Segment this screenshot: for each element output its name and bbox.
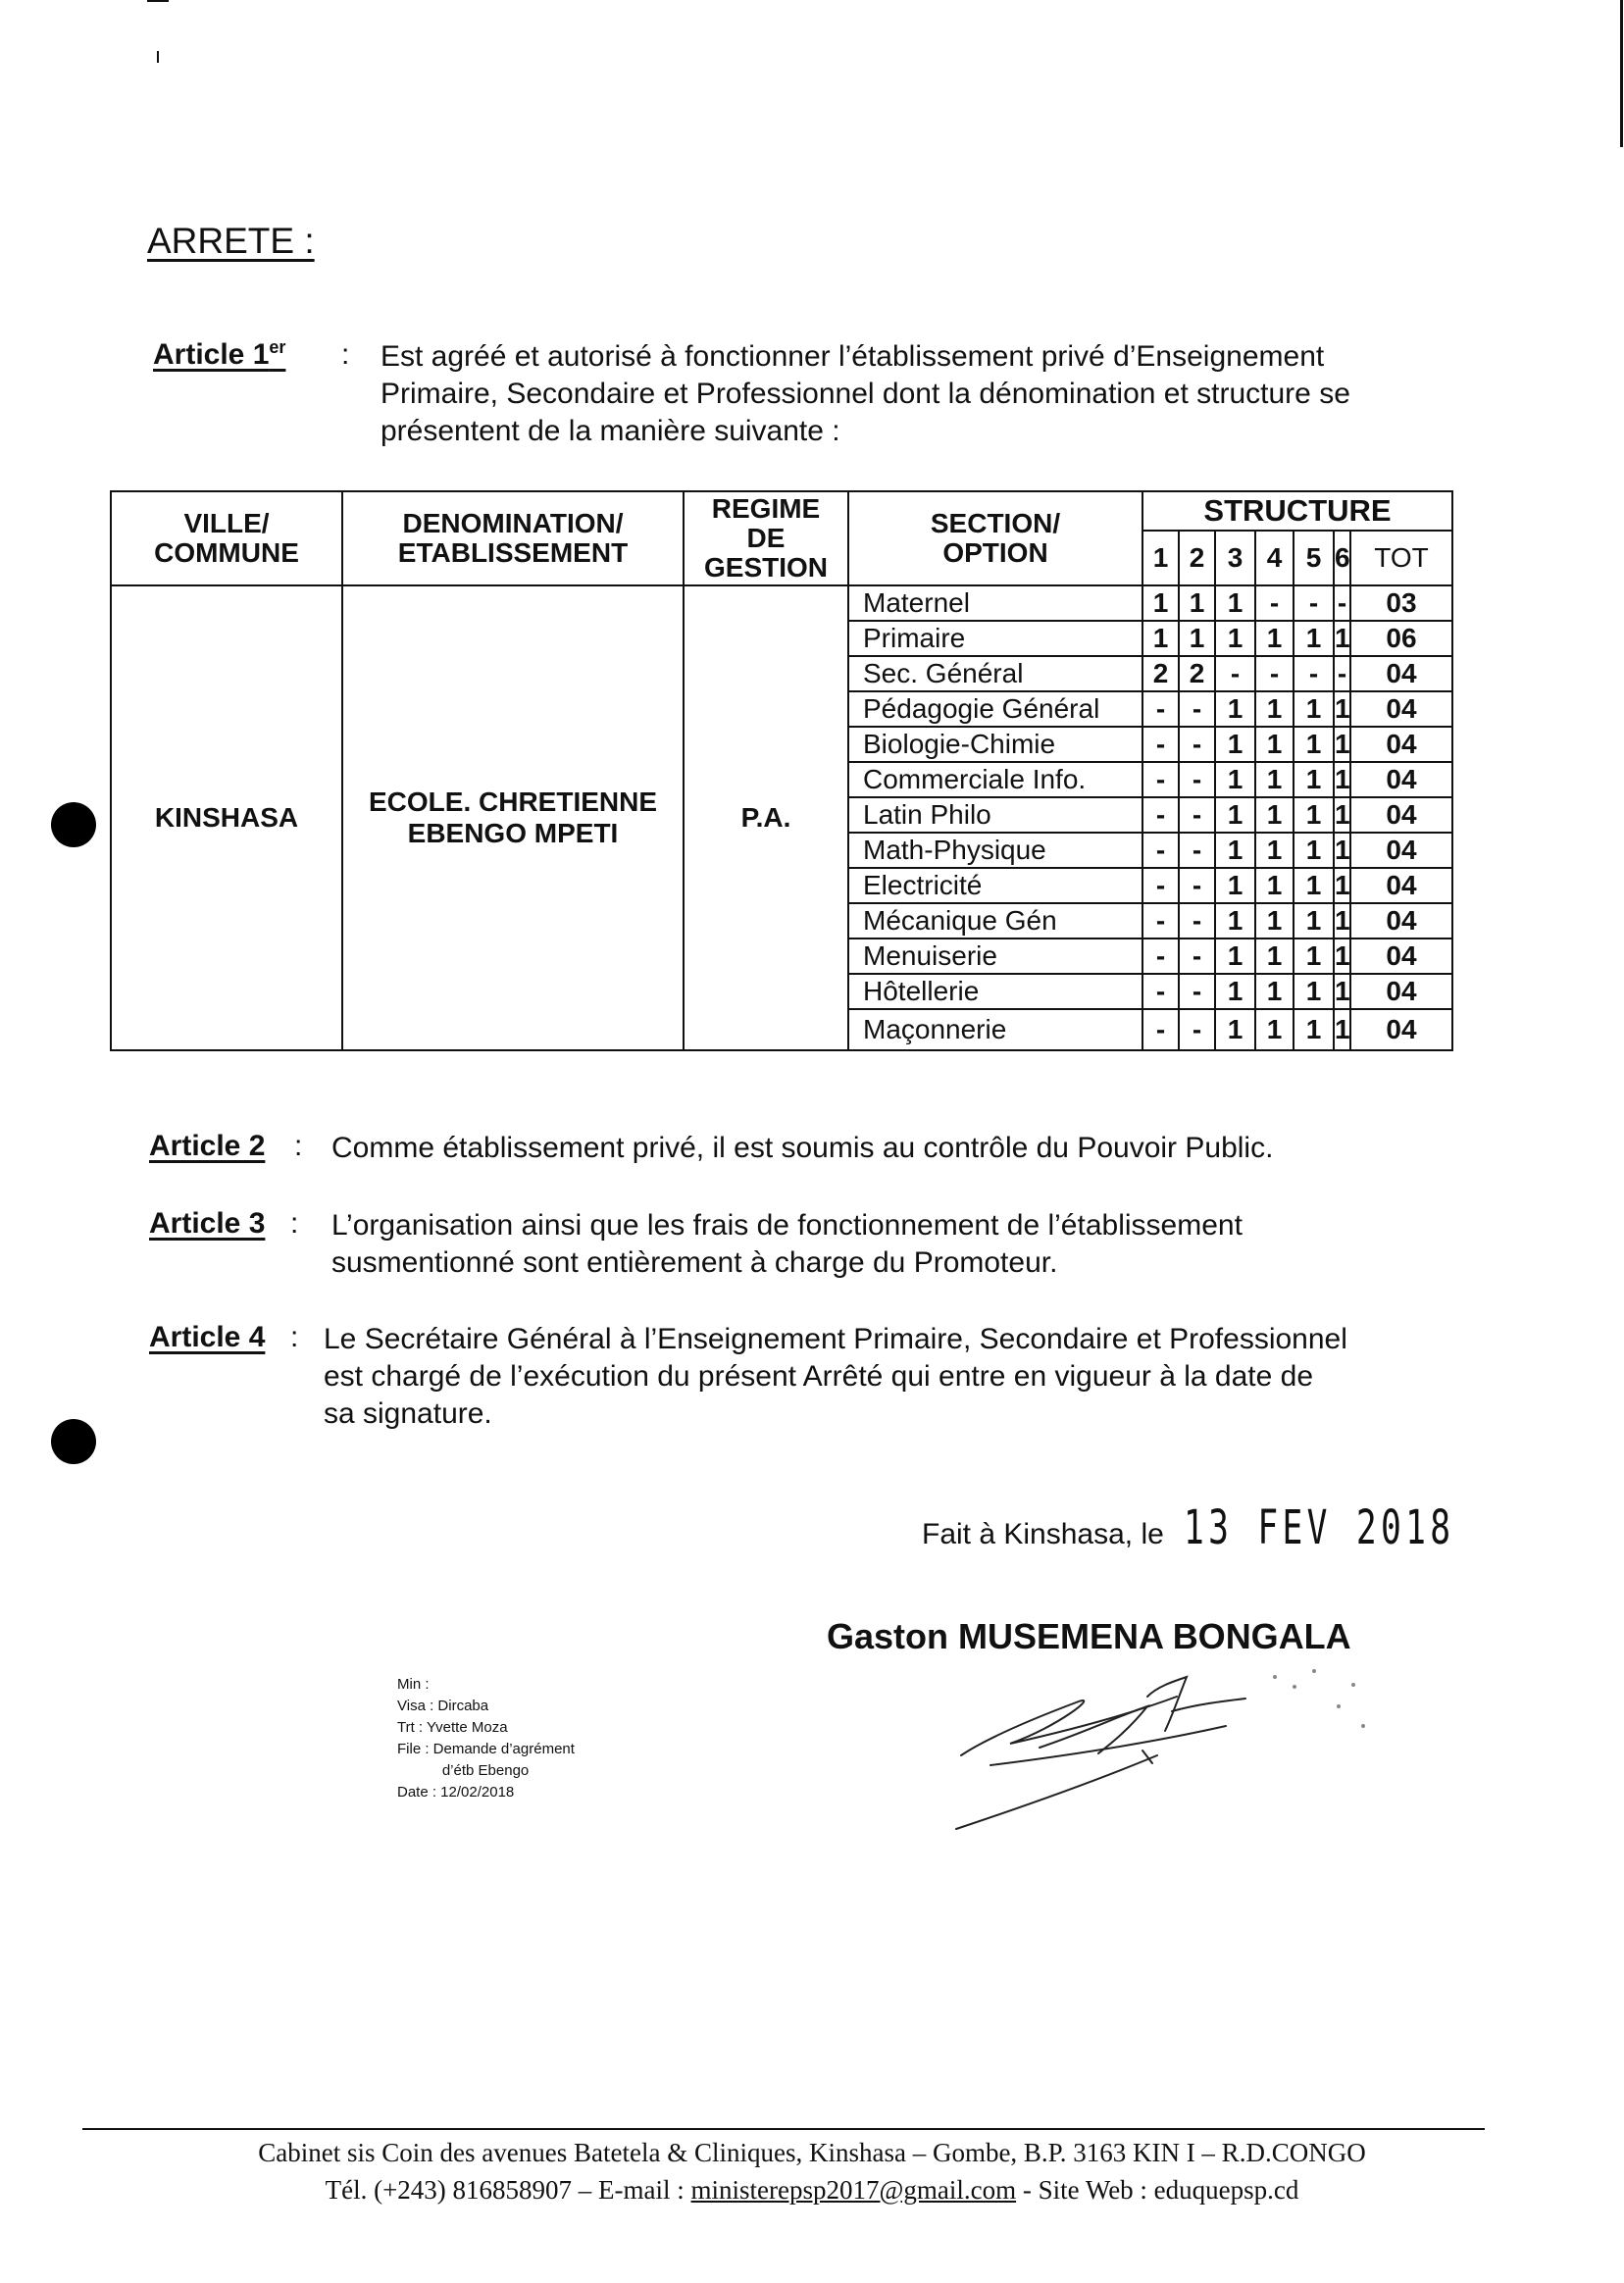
denomination-line: EBENGO MPETI [407,818,619,848]
cell-year-2: - [1179,903,1215,939]
cell-year-4: 1 [1255,727,1294,762]
cell-total: 04 [1350,762,1452,797]
note-line: d’étb Ebengo [397,1762,530,1779]
cell-year-1: - [1142,939,1179,974]
header-year-3: 3 [1215,531,1255,585]
cell-year-6: 1 [1334,797,1350,833]
cell-year-1: - [1142,727,1179,762]
cell-year-1: - [1142,797,1179,833]
cell-year-2: - [1179,762,1215,797]
cell-year-1: - [1142,868,1179,903]
cell-total: 04 [1350,1009,1452,1050]
note-line: Visa : Dircaba [397,1698,489,1714]
cell-year-4: 1 [1255,797,1294,833]
header-denomination: DENOMINATION/ ETABLISSEMENT [342,491,684,585]
cell-year-5: 1 [1294,903,1334,939]
cell-year-4: 1 [1255,939,1294,974]
article-2-line: Comme établissement privé, il est soumis au contrôle du Pouvoir Public. [331,1132,1274,1164]
cell-year-5: 1 [1294,939,1334,974]
cell-year-4: 1 [1255,621,1294,656]
cell-total: 04 [1350,656,1452,691]
cell-year-6: 1 [1334,903,1350,939]
cell-total: 04 [1350,797,1452,833]
cell-option: Latin Philo [848,797,1142,833]
cell-year-3: - [1215,656,1255,691]
article-4-text [324,1321,1469,1433]
cell-year-4: - [1255,585,1294,621]
note-line: Date : 12/02/2018 [397,1784,515,1801]
cell-year-6: 1 [1334,868,1350,903]
cell-year-1: 1 [1142,621,1179,656]
cell-total: 04 [1350,868,1452,903]
article-3-line: L’organisation ainsi que les frais de fonctionnement de l’établissement [331,1209,1243,1242]
cell-year-2: - [1179,939,1215,974]
cell-regime [684,585,848,1050]
article-2-label: Article 2 [149,1130,266,1162]
cell-option: Mécanique Gén [848,903,1142,939]
cell-year-6: 1 [1334,974,1350,1009]
cell-year-3: 1 [1215,797,1255,833]
cell-year-2: - [1179,833,1215,868]
binder-hole-top [51,802,96,847]
signer-name: Gaston MUSEMENA BONGALA [827,1616,1351,1656]
header-regime: REGIME DE GESTION [684,491,848,585]
routing-notes [397,1674,575,1803]
binder-hole-bottom [51,1419,96,1464]
article-1-label: Article 1er [153,337,286,371]
scan-mark-top [147,0,169,2]
cell-year-6: 1 [1334,939,1350,974]
cell-year-2: - [1179,974,1215,1009]
cell-option: Maternel [848,585,1142,621]
cell-option: Pédagogie Général [848,691,1142,727]
cell-year-6: - [1334,656,1350,691]
article-4-line: sa signature. [324,1397,492,1430]
cell-total: 04 [1350,903,1452,939]
footer-website: - Site Web : eduquepsp.cd [1016,2175,1299,2205]
cell-total: 04 [1350,727,1452,762]
article-3-label: Article 3 [149,1207,266,1240]
cell-denomination [342,585,684,1050]
article-1-text [381,338,1469,450]
cell-year-3: 1 [1215,903,1255,939]
footer-email-link[interactable]: ministerepsp2017@gmail.com [690,2175,1017,2205]
article-4-colon: : [290,1321,299,1353]
regime-value: P.A. [740,802,791,833]
cell-year-2: - [1179,727,1215,762]
article-2-text [331,1130,1469,1167]
cell-option: Menuiserie [848,939,1142,974]
place-prefix: Fait à Kinshasa, le [922,1518,1164,1550]
article-1-line: Primaire, Secondaire et Professionnel dont la dénomination et structure se [381,378,1350,410]
cell-year-3: 1 [1215,691,1255,727]
cell-year-6: 1 [1334,833,1350,868]
cell-year-6: 1 [1334,727,1350,762]
header-tot: TOT [1350,531,1452,585]
cell-year-3: 1 [1215,621,1255,656]
header-year-1: 1 [1142,531,1179,585]
cell-total: 04 [1350,691,1452,727]
cell-total: 04 [1350,939,1452,974]
cell-year-5: 1 [1294,691,1334,727]
cell-total: 06 [1350,621,1452,656]
cell-year-4: 1 [1255,903,1294,939]
cell-year-1: - [1142,762,1179,797]
cell-year-4: 1 [1255,833,1294,868]
cell-year-2: - [1179,691,1215,727]
cell-year-3: 1 [1215,585,1255,621]
cell-year-4: 1 [1255,868,1294,903]
ville-value: KINSHASA [154,802,299,833]
cell-year-3: 1 [1215,833,1255,868]
scan-edge-right [1620,0,1623,147]
cell-option: Hôtellerie [848,974,1142,1009]
cell-year-2: 1 [1179,585,1215,621]
cell-year-3: 1 [1215,868,1255,903]
handwritten-signature [951,1657,1412,1844]
article-3-text [331,1207,1469,1282]
cell-option: Primaire [848,621,1142,656]
cell-year-5: 1 [1294,762,1334,797]
note-line: Trt : Yvette Moza [397,1719,508,1736]
table-row [111,585,1452,621]
cell-year-6: 1 [1334,621,1350,656]
article-4-line: Le Secrétaire Général à l’Enseignement Primaire, Secondaire et Professionnel [324,1323,1347,1355]
date-stamp: 13 FEV 2018 [1184,1500,1455,1555]
cell-year-4: - [1255,656,1294,691]
cell-year-4: 1 [1255,974,1294,1009]
cell-year-2: - [1179,868,1215,903]
cell-year-5: 1 [1294,621,1334,656]
header-year-2: 2 [1179,531,1215,585]
scan-mark-left [157,51,159,63]
cell-year-5: 1 [1294,868,1334,903]
cell-year-5: 1 [1294,1009,1334,1050]
cell-year-2: 2 [1179,656,1215,691]
page-heading: ARRETE : [147,221,315,261]
article-1-colon: : [341,338,350,371]
cell-year-1: - [1142,691,1179,727]
footer-address: Cabinet sis Coin des avenues Batetela & Cliniques, Kinshasa – Gombe, B.P. 3163 KIN I – R.D.CONGO [258,2138,1366,2167]
article-3-line: susmentionné sont entièrement à charge du Promoteur. [331,1246,1058,1279]
header-section: SECTION/ OPTION [848,491,1142,585]
cell-year-5: - [1294,656,1334,691]
cell-year-4: 1 [1255,1009,1294,1050]
cell-option: Biologie-Chimie [848,727,1142,762]
cell-year-5: - [1294,585,1334,621]
footer-rule [82,2128,1485,2130]
place-and-date [922,1500,1560,1555]
cell-ville [111,585,342,1050]
cell-option: Electricité [848,868,1142,903]
cell-year-3: 1 [1215,974,1255,1009]
cell-year-3: 1 [1215,762,1255,797]
cell-option: Sec. Général [848,656,1142,691]
cell-year-4: 1 [1255,691,1294,727]
cell-year-6: - [1334,585,1350,621]
cell-year-6: 1 [1334,1009,1350,1050]
cell-option: Maçonnerie [848,1009,1142,1050]
article-1-line: présentent de la manière suivante : [381,415,840,447]
cell-option: Math-Physique [848,833,1142,868]
cell-year-5: 1 [1294,974,1334,1009]
cell-year-3: 1 [1215,1009,1255,1050]
cell-year-1: - [1142,833,1179,868]
note-line: File : Demande d’agrément [397,1741,575,1757]
cell-option: Commerciale Info. [848,762,1142,797]
denomination-line: ECOLE. CHRETIENNE [368,786,658,817]
structure-table [110,490,1453,1051]
cell-year-5: 1 [1294,727,1334,762]
cell-year-6: 1 [1334,762,1350,797]
article-2-colon: : [294,1130,303,1162]
cell-year-3: 1 [1215,727,1255,762]
cell-year-1: - [1142,974,1179,1009]
cell-year-1: - [1142,903,1179,939]
header-year-6: 6 [1334,531,1350,585]
cell-year-1: 2 [1142,656,1179,691]
cell-total: 04 [1350,833,1452,868]
cell-year-2: - [1179,797,1215,833]
header-structure: STRUCTURE [1142,491,1452,531]
article-3-colon: : [290,1207,299,1240]
article-4-label: Article 4 [149,1321,266,1353]
header-year-4: 4 [1255,531,1294,585]
cell-year-1: - [1142,1009,1179,1050]
article-1-line: Est agréé et autorisé à fonctionner l’établissement privé d’Enseignement [381,340,1325,373]
cell-year-6: 1 [1334,691,1350,727]
footer-contact [0,2175,1624,2206]
note-line: Min : [397,1676,430,1693]
header-ville: VILLE/ COMMUNE [111,491,342,585]
cell-year-2: 1 [1179,621,1215,656]
cell-year-2: - [1179,1009,1215,1050]
footer-phone: Tél. (+243) 816858907 – E-mail : [325,2175,691,2205]
cell-year-1: 1 [1142,585,1179,621]
cell-total: 04 [1350,974,1452,1009]
article-4-line: est chargé de l’exécution du présent Arrêté qui entre en vigueur à la date de [324,1360,1313,1393]
cell-year-5: 1 [1294,797,1334,833]
cell-year-4: 1 [1255,762,1294,797]
cell-total: 03 [1350,585,1452,621]
cell-year-3: 1 [1215,939,1255,974]
cell-year-5: 1 [1294,833,1334,868]
header-year-5: 5 [1294,531,1334,585]
